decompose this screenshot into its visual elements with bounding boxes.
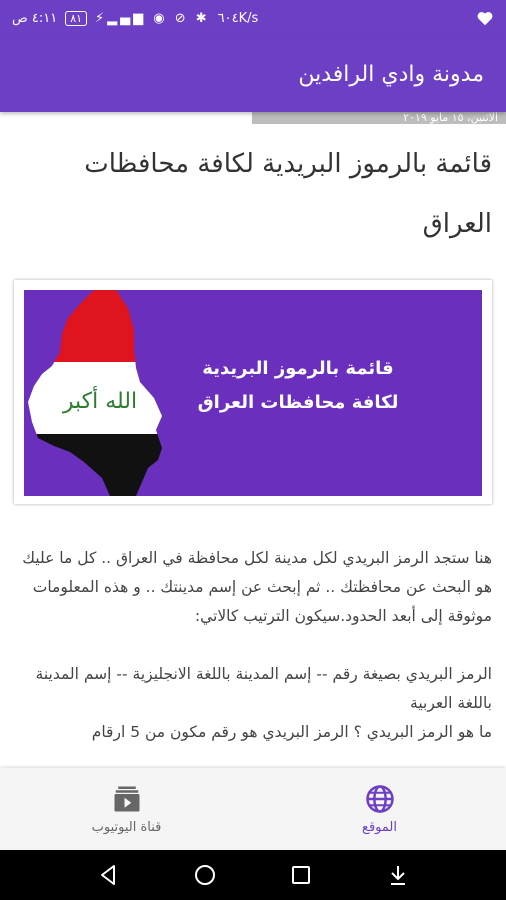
globe-icon — [365, 784, 395, 814]
banner-image[interactable] — [24, 290, 482, 496]
status-left — [12, 11, 258, 26]
notification-pull-icon[interactable] — [386, 863, 410, 887]
paragraph-definition: ما هو الرمز البريدي ؟ الرمز البريدي هو رقم مكون من 5 ارقام — [91, 723, 492, 741]
home-icon[interactable] — [193, 863, 217, 887]
paragraph-intro: هنا ستجد الرمز البريدي لكل مدينة لكل محافظة في العراق .. كل ما عليك هو البحث عن محافظتك .. ثم إبحث عن إسم مدينتك .. و هذه المعلومات موثوقة إلى أبعد الحدود.سيكون الترتيب كالاتي: — [22, 549, 492, 625]
post-date: الاثنين، ١٥ مايو ٢٠١٩ — [252, 112, 506, 124]
banner-line-2: لكافة محافظات العراق — [197, 392, 399, 413]
banner-card[interactable] — [14, 280, 492, 504]
post-body — [16, 544, 492, 747]
back-icon[interactable] — [96, 863, 120, 887]
banner-line-1: قائمة بالرموز البريدية — [202, 358, 394, 379]
status-time: ٤:١١ ص — [12, 10, 58, 26]
post-content[interactable] — [0, 112, 506, 768]
app-bar — [0, 36, 506, 112]
heart-icon — [476, 10, 494, 26]
nav-item-youtube[interactable] — [0, 768, 253, 850]
status-right — [476, 10, 494, 26]
signal-icons: ⚡▂▄▆ ◉ ⊘ ✱ — [95, 10, 210, 26]
paragraph-format: الرمز البريدي بصيغة رقم -- إسم المدينة باللغة الانجليزية -- إسم المدينة باللغة العربية — [35, 665, 492, 712]
nav-label-site: الموقع — [362, 819, 397, 835]
battery-icon: ٨١ — [65, 11, 87, 26]
video-library-icon — [112, 784, 142, 814]
nav-item-site[interactable] — [253, 768, 506, 850]
status-bar — [0, 0, 506, 36]
flag-emblem: الله أكبر — [62, 389, 138, 414]
app-title: مدونة وادي الرافدين — [298, 61, 484, 87]
bottom-navigation — [0, 768, 506, 850]
network-speed: ٦٠٤K/s — [217, 10, 259, 26]
nav-label-youtube: قناة اليوتيوب — [91, 819, 162, 835]
banner-text — [158, 352, 438, 420]
post-title: قائمة بالرموز البريدية لكافة محافظات العراق — [84, 149, 492, 239]
recents-icon[interactable] — [289, 863, 313, 887]
system-navigation-bar — [0, 850, 506, 900]
